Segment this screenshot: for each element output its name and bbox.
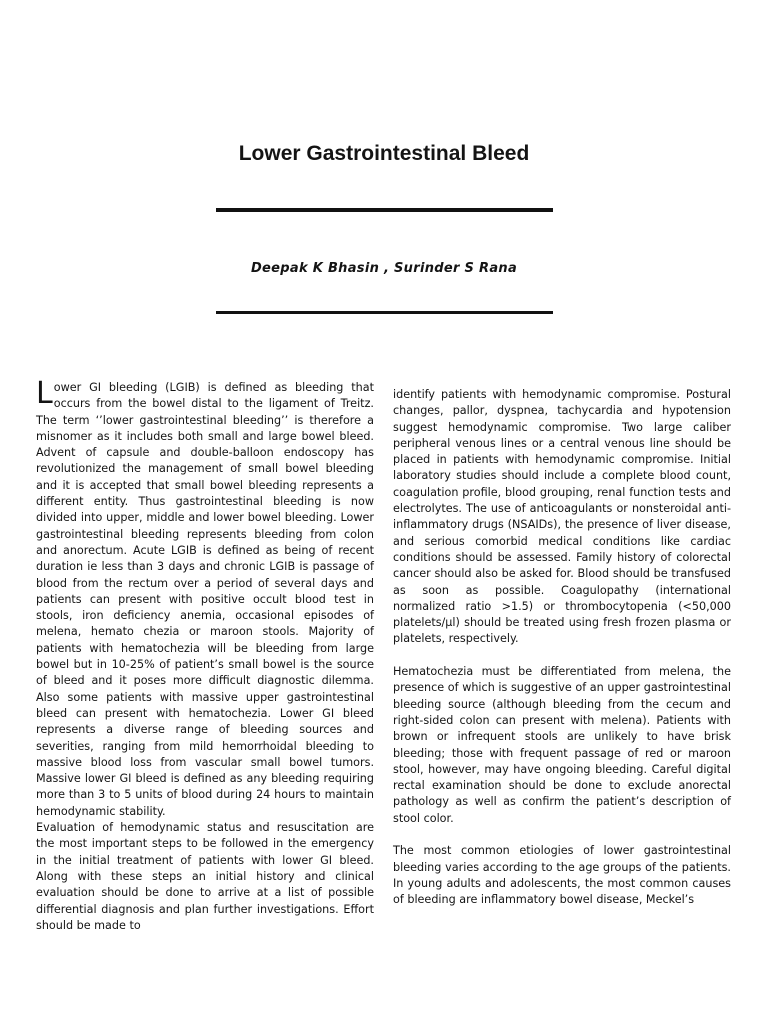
right-paragraph-1: identify patients with hemodynamic compromise. Postural changes, pallor, dyspnea, tachycardia and hypotension suggest hemodynamic compromise. Two large caliber peripheral venous lines or a central venous line should be placed in patients with hemodynamic compromise. Initial laboratory studies should include a complete blood count, coagulation profile, blood grouping, renal function tests and electrolytes. The use of anticoagulants or nonsteroidal anti-inflammatory drugs (NSAIDs), the presence of liver disease, and serious comorbid medical conditions like cardiac conditions should be assessed. Family history of colorectal cancer should also be asked for. Blood should be transfused as soon as possible. Coagulopathy (international normalized ratio >1.5) or thrombocytopenia (<50,000 platelets/µl) should be treated using fresh frozen plasma or platelets, respectively.	[393, 388, 731, 646]
left-column	[36, 376, 374, 934]
drop-cap: L	[36, 376, 53, 411]
article-title: Lower Gastrointestinal Bleed	[238, 142, 530, 165]
right-paragraph-3: The most common etiologies of lower gastrointestinal bleeding varies according to the age groups of the patients. In young adults and adolescents, the most common causes of bleeding are inflammatory bowel disease, Meckel’s	[393, 844, 731, 907]
right-paragraph-2: Hematochezia must be differentiated from melena, the presence of which is suggestive of an upper gastrointestinal bleeding source (although bleeding from the cecum and right-sided colon can present with melena). Patients with brown or infrequent stools are unlikely to have brisk bleeding; those with frequent passage of red or maroon stool, however, may have ongoing bleeding. Careful digital rectal examination should be done to exclude anorectal pathology as well as confirm the patient’s description of stool color.	[393, 665, 731, 825]
left-paragraph-1	[36, 376, 374, 820]
left-paragraph-2: Evaluation of hemodynamic status and resuscitation are the most important steps to be followed in the emergency in the initial treatment of patients with lower GI bleed. Along with these steps an initial history and clinical evaluation should be done to arrive at a list of possible differential diagnosis and plan further investigations. Effort should be made to	[36, 821, 374, 932]
article-authors: Deepak K Bhasin , Surinder S Rana	[250, 261, 518, 276]
left-paragraph-1-text: ower GI bleeding (LGIB) is defined as bleeding that occurs from the bowel distal to the ligament of Treitz. The term ‘’lower gastrointestinal bleeding’’ is therefore a misnomer as it includes both small and large bowel bleed. Advent of capsule and double-balloon endoscopy has revolutionized the management of small bowel bleeding and it is accepted that small bowel bleeding represents a different entity. Thus gastrointestinal bleeding is now divided into upper, middle and lower bowel bleeding. Lower gastrointestinal bleeding represents bleeding from colon and anorectum. Acute LGIB is defined as being of recent duration ie less than 3 days and chronic LGIB is passage of blood from the rectum over a period of several days and patients can present with positive occult blood test in stools, iron deficiency anemia, occasional episodes of melena, hemato chezia or maroon stools. Majority of patients with hematochezia will be bleeding from large bowel but in 10-25% of patient’s small bowel is the source of bleed and it poses more difficult diagnostic dilemma. Also some patients with massive upper gastrointestinal bleed can present with hematochezia. Lower GI bleed represents a diverse range of bleeding sources and severities, ranging from mild hemorrhoidal bleeding to massive blood loss from vascular small bowel tumors. Massive lower GI bleed is defined as any bleeding requiring more than 3 to 5 units of blood during 24 hours to maintain hemodynamic stability.	[36, 381, 374, 818]
title-rule-top	[216, 208, 553, 212]
right-column	[393, 387, 731, 909]
title-rule-bottom	[216, 311, 553, 314]
